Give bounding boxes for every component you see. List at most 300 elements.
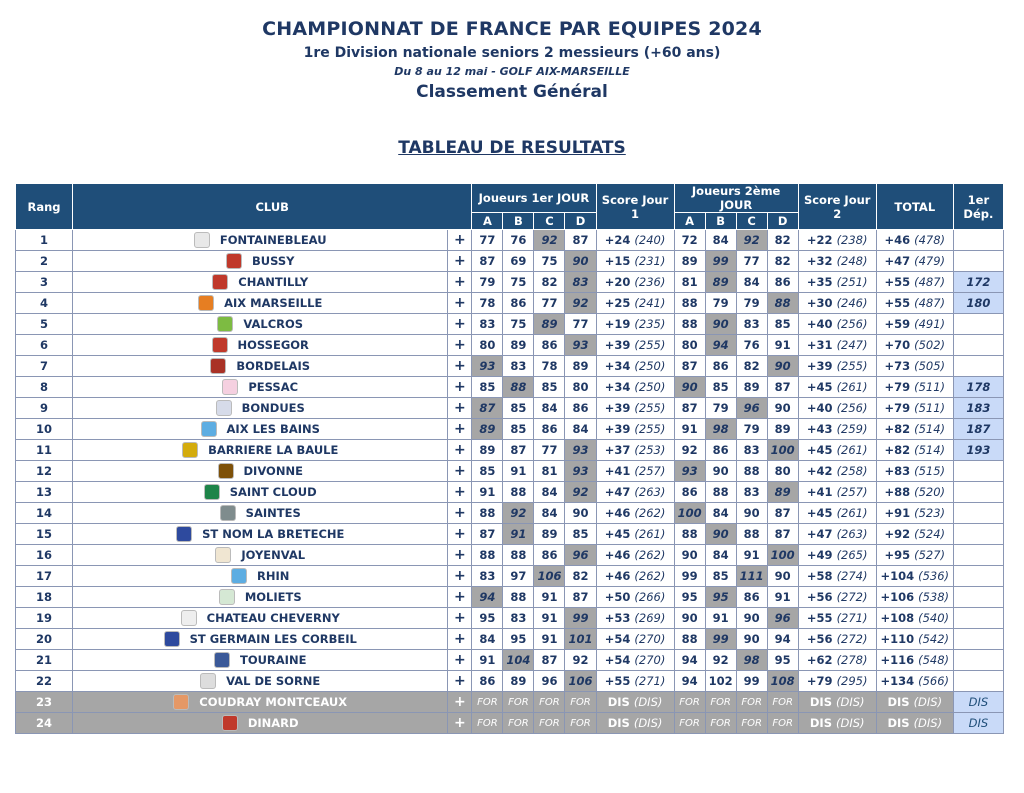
- score-j2-strokes: (272): [836, 632, 868, 646]
- rank-cell: 7: [16, 356, 73, 377]
- club-cell: [73, 587, 448, 608]
- rank-cell: 19: [16, 608, 73, 629]
- club-cell: [73, 419, 448, 440]
- club-cell: [73, 356, 448, 377]
- j2-player-score: 88: [674, 293, 705, 314]
- results-table: [15, 183, 1004, 734]
- j2-player-score: 92: [674, 440, 705, 461]
- score-j1-strokes: (261): [634, 527, 666, 541]
- total-score: +47 (479): [876, 251, 953, 272]
- score-j2: +31 (247): [798, 335, 876, 356]
- score-j2-strokes: (DIS): [836, 716, 865, 730]
- j2-player-score: 88: [705, 482, 736, 503]
- total-score-strokes: (536): [918, 569, 950, 583]
- score-j2-strokes: (278): [836, 653, 868, 667]
- rank-cell: 2: [16, 251, 73, 272]
- j1-player-score: 87: [565, 230, 596, 251]
- j1-player-score: 83: [472, 566, 503, 587]
- expand-button[interactable]: +: [448, 650, 472, 671]
- j1-player-score: 78: [534, 356, 565, 377]
- j2-player-score: 90: [736, 629, 767, 650]
- table-row: [16, 440, 1004, 461]
- expand-button[interactable]: +: [448, 503, 472, 524]
- expand-button[interactable]: +: [448, 314, 472, 335]
- total-score-strokes: (479): [914, 254, 946, 268]
- expand-button[interactable]: +: [448, 398, 472, 419]
- j2-player-score: 90: [674, 608, 705, 629]
- j1-player-score: FOR: [472, 692, 503, 713]
- j1-player-score: 87: [472, 251, 503, 272]
- j1-player-score: 87: [565, 587, 596, 608]
- score-j2: +49 (265): [798, 545, 876, 566]
- j1-player-score: 85: [472, 461, 503, 482]
- j1-player-score: 87: [472, 398, 503, 419]
- score-j1-strokes: (241): [634, 296, 666, 310]
- score-j1-strokes: (253): [634, 443, 666, 457]
- j2-player-score: 98: [705, 419, 736, 440]
- score-j1: DIS (DIS): [596, 692, 674, 713]
- first-dep-cell: 183: [953, 398, 1003, 419]
- j2-player-score: 90: [736, 608, 767, 629]
- expand-button[interactable]: +: [448, 356, 472, 377]
- rank-cell: 13: [16, 482, 73, 503]
- classement-heading: Classement Général: [416, 82, 608, 102]
- club-cell: [73, 566, 448, 587]
- j2-player-score: FOR: [674, 692, 705, 713]
- j1-player-score: 85: [534, 377, 565, 398]
- club-logo-icon: [182, 442, 198, 458]
- score-j2: +55 (271): [798, 608, 876, 629]
- club-name: FONTAINEBLEAU: [219, 233, 327, 247]
- j1-player-score: 86: [534, 419, 565, 440]
- expand-button[interactable]: +: [448, 272, 472, 293]
- club-name: HOSSEGOR: [237, 338, 309, 352]
- total-score: +92 (524): [876, 524, 953, 545]
- table-row: [16, 671, 1004, 692]
- score-j1: +53 (269): [596, 608, 674, 629]
- club-cell: [73, 650, 448, 671]
- total-score: +83 (515): [876, 461, 953, 482]
- rank-cell: 17: [16, 566, 73, 587]
- j2-player-score: 102: [705, 671, 736, 692]
- rank-cell: 18: [16, 587, 73, 608]
- rank-cell: 3: [16, 272, 73, 293]
- score-j2: +45 (261): [798, 377, 876, 398]
- j1-player-score: 87: [472, 524, 503, 545]
- club-cell: [73, 335, 448, 356]
- club-logo-icon: [204, 484, 220, 500]
- col-total: TOTAL: [876, 184, 953, 230]
- first-dep-cell: DIS: [953, 692, 1003, 713]
- j2-player-score: 85: [705, 566, 736, 587]
- total-score: +59 (491): [876, 314, 953, 335]
- j1-player-score: 89: [472, 440, 503, 461]
- club-logo-icon: [231, 568, 247, 584]
- table-row: [16, 566, 1004, 587]
- j1-player-score: 88: [503, 482, 534, 503]
- expand-button[interactable]: +: [448, 587, 472, 608]
- table-row: [16, 608, 1004, 629]
- expand-button[interactable]: +: [448, 566, 472, 587]
- table-row: [16, 629, 1004, 650]
- page-subtitle: 1re Division nationale seniors 2 messieurs (+60 ans): [303, 45, 721, 61]
- score-j1: +41 (257): [596, 461, 674, 482]
- total-score: +110 (542): [876, 629, 953, 650]
- score-j1: +39 (255): [596, 398, 674, 419]
- score-j2-strokes: (DIS): [836, 695, 865, 709]
- total-score-strokes: (511): [914, 380, 946, 394]
- col-j1-d: D: [565, 213, 596, 230]
- total-score: +106 (538): [876, 587, 953, 608]
- club-name: ST NOM LA BRETECHE: [202, 527, 345, 541]
- j1-player-score: 83: [503, 356, 534, 377]
- club-cell: [73, 377, 448, 398]
- expand-button[interactable]: +: [448, 293, 472, 314]
- club-cell: [73, 692, 448, 713]
- j1-player-score: 75: [503, 314, 534, 335]
- j1-player-score: 91: [534, 629, 565, 650]
- club-logo-icon: [200, 673, 216, 689]
- col-score-j1: Score Jour 1: [596, 184, 674, 230]
- col-dep: 1er Dép.: [953, 184, 1003, 230]
- score-j2-strokes: (261): [836, 443, 868, 457]
- club-logo-icon: [216, 400, 232, 416]
- j1-player-score: 92: [534, 230, 565, 251]
- club-logo-icon: [201, 421, 217, 437]
- j1-player-score: 81: [534, 461, 565, 482]
- table-row: [16, 650, 1004, 671]
- expand-button[interactable]: +: [448, 251, 472, 272]
- j2-player-score: 90: [705, 524, 736, 545]
- club-name: MOLIETS: [244, 590, 302, 604]
- j1-player-score: 91: [534, 587, 565, 608]
- j1-player-score: 86: [503, 293, 534, 314]
- j1-player-score: 85: [503, 419, 534, 440]
- score-j1-strokes: (262): [634, 506, 666, 520]
- col-j2-b: B: [705, 213, 736, 230]
- j2-player-score: 108: [767, 671, 798, 692]
- score-j2: +41 (257): [798, 482, 876, 503]
- expand-button[interactable]: +: [448, 629, 472, 650]
- total-score-strokes: (DIS): [913, 695, 943, 709]
- first-dep-cell: [953, 335, 1003, 356]
- j1-player-score: FOR: [503, 713, 534, 734]
- score-j2-strokes: (238): [836, 233, 868, 247]
- j1-player-score: 88: [503, 587, 534, 608]
- table-row: [16, 482, 1004, 503]
- j1-player-score: 85: [565, 524, 596, 545]
- club-name: SAINTES: [245, 506, 301, 520]
- score-j1-strokes: (255): [634, 401, 666, 415]
- total-score: DIS (DIS): [876, 713, 953, 734]
- rank-cell: 11: [16, 440, 73, 461]
- club-cell: [73, 398, 448, 419]
- total-score: +79 (511): [876, 377, 953, 398]
- j2-player-score: 95: [674, 587, 705, 608]
- j1-player-score: 86: [472, 671, 503, 692]
- j1-player-score: 86: [565, 398, 596, 419]
- j2-player-score: FOR: [736, 713, 767, 734]
- table-row: [16, 293, 1004, 314]
- total-score: +95 (527): [876, 545, 953, 566]
- j1-player-score: 91: [472, 482, 503, 503]
- rank-cell: 20: [16, 629, 73, 650]
- total-score: DIS (DIS): [876, 692, 953, 713]
- score-j1: +55 (271): [596, 671, 674, 692]
- club-name: SAINT CLOUD: [229, 485, 317, 499]
- j1-player-score: 84: [534, 503, 565, 524]
- club-logo-icon: [220, 505, 236, 521]
- first-dep-cell: [953, 251, 1003, 272]
- table-row: [16, 398, 1004, 419]
- score-j1: +19 (235): [596, 314, 674, 335]
- total-score: +82 (514): [876, 419, 953, 440]
- club-logo-icon: [212, 337, 228, 353]
- score-j2: +32 (248): [798, 251, 876, 272]
- j1-player-score: 87: [503, 440, 534, 461]
- j2-player-score: FOR: [705, 713, 736, 734]
- j2-player-score: FOR: [705, 692, 736, 713]
- expand-button[interactable]: +: [448, 419, 472, 440]
- club-logo-icon: [214, 652, 230, 668]
- table-row: [16, 356, 1004, 377]
- total-score: +134 (566): [876, 671, 953, 692]
- table-row: [16, 377, 1004, 398]
- col-j2-a: A: [674, 213, 705, 230]
- expand-button[interactable]: +: [448, 230, 472, 251]
- j1-player-score: 85: [472, 377, 503, 398]
- score-j1: +24 (240): [596, 230, 674, 251]
- club-logo-icon: [198, 295, 214, 311]
- j1-player-score: 84: [534, 398, 565, 419]
- j1-player-score: 92: [565, 650, 596, 671]
- first-dep-cell: [953, 356, 1003, 377]
- club-cell: [73, 461, 448, 482]
- club-logo-icon: [226, 253, 242, 269]
- j2-player-score: 86: [705, 356, 736, 377]
- expand-button[interactable]: +: [448, 482, 472, 503]
- j2-player-score: 89: [705, 272, 736, 293]
- score-j1: +54 (270): [596, 650, 674, 671]
- j2-player-score: 88: [736, 524, 767, 545]
- total-score-strokes: (527): [914, 548, 946, 562]
- j1-player-score: 78: [472, 293, 503, 314]
- score-j1: +15 (231): [596, 251, 674, 272]
- score-j2: +45 (261): [798, 440, 876, 461]
- score-j1-strokes: (257): [634, 464, 666, 478]
- expand-button[interactable]: +: [448, 545, 472, 566]
- j1-player-score: FOR: [565, 713, 596, 734]
- table-row-disqualified: [16, 713, 1004, 734]
- j2-player-score: 86: [674, 482, 705, 503]
- club-name: AIX LES BAINS: [226, 422, 320, 436]
- j1-player-score: 84: [534, 482, 565, 503]
- rank-cell: 24: [16, 713, 73, 734]
- j1-player-score: 89: [534, 314, 565, 335]
- j2-player-score: 99: [674, 566, 705, 587]
- score-j1-strokes: (269): [634, 611, 666, 625]
- col-rang: Rang: [16, 184, 73, 230]
- j2-player-score: 94: [705, 335, 736, 356]
- club-name: DIVONNE: [243, 464, 303, 478]
- score-j2: +58 (274): [798, 566, 876, 587]
- j1-player-score: 87: [534, 650, 565, 671]
- score-j2: +45 (261): [798, 503, 876, 524]
- table-row: [16, 314, 1004, 335]
- score-j2: +62 (278): [798, 650, 876, 671]
- j2-player-score: 99: [705, 629, 736, 650]
- rank-cell: 6: [16, 335, 73, 356]
- first-dep-cell: 178: [953, 377, 1003, 398]
- expand-button[interactable]: +: [448, 440, 472, 461]
- score-j2: DIS (DIS): [798, 713, 876, 734]
- total-score-strokes: (505): [914, 359, 946, 373]
- score-j1-strokes: (263): [634, 485, 666, 499]
- club-cell: [73, 629, 448, 650]
- j2-player-score: 90: [767, 398, 798, 419]
- first-dep-cell: [953, 230, 1003, 251]
- score-j2-strokes: (246): [836, 296, 868, 310]
- score-j1: +46 (262): [596, 566, 674, 587]
- expand-button[interactable]: +: [448, 692, 472, 713]
- rank-cell: 12: [16, 461, 73, 482]
- j1-player-score: FOR: [503, 692, 534, 713]
- j2-player-score: 93: [674, 461, 705, 482]
- j1-player-score: 93: [565, 335, 596, 356]
- expand-button[interactable]: +: [448, 671, 472, 692]
- score-j1: +39 (255): [596, 419, 674, 440]
- col-j1-a: A: [472, 213, 503, 230]
- j2-player-score: 86: [705, 440, 736, 461]
- col-j1-c: C: [534, 213, 565, 230]
- j2-player-score: 89: [767, 419, 798, 440]
- score-j1-strokes: (231): [634, 254, 666, 268]
- first-dep-cell: 193: [953, 440, 1003, 461]
- j1-player-score: 88: [472, 503, 503, 524]
- club-cell: [73, 314, 448, 335]
- rank-cell: 22: [16, 671, 73, 692]
- total-score: +88 (520): [876, 482, 953, 503]
- total-score-strokes: (478): [914, 233, 946, 247]
- j1-player-score: 91: [534, 608, 565, 629]
- total-score-strokes: (DIS): [913, 716, 943, 730]
- expand-button[interactable]: +: [448, 608, 472, 629]
- j2-player-score: 79: [705, 293, 736, 314]
- total-score-strokes: (524): [914, 527, 946, 541]
- j2-player-score: 72: [674, 230, 705, 251]
- first-dep-cell: [953, 629, 1003, 650]
- j1-player-score: 83: [472, 314, 503, 335]
- j2-player-score: FOR: [767, 713, 798, 734]
- j1-player-score: 89: [565, 356, 596, 377]
- j2-player-score: 84: [736, 272, 767, 293]
- table-row-disqualified: [16, 692, 1004, 713]
- j1-player-score: 80: [472, 335, 503, 356]
- j2-player-score: 76: [736, 335, 767, 356]
- j1-player-score: 84: [472, 629, 503, 650]
- score-j2-strokes: (247): [836, 338, 868, 352]
- j1-player-score: FOR: [534, 713, 565, 734]
- club-name: PESSAC: [248, 380, 299, 394]
- club-cell: [73, 251, 448, 272]
- table-row: [16, 461, 1004, 482]
- club-name: BORDELAIS: [236, 359, 311, 373]
- table-row: [16, 587, 1004, 608]
- j2-player-score: 91: [767, 335, 798, 356]
- rank-cell: 21: [16, 650, 73, 671]
- score-j2: +35 (251): [798, 272, 876, 293]
- j2-player-score: 89: [736, 377, 767, 398]
- j2-player-score: 88: [736, 461, 767, 482]
- rank-cell: 16: [16, 545, 73, 566]
- club-logo-icon: [164, 631, 180, 647]
- j2-player-score: 99: [705, 251, 736, 272]
- rank-cell: 14: [16, 503, 73, 524]
- club-logo-icon: [176, 526, 192, 542]
- score-j1: +37 (253): [596, 440, 674, 461]
- j2-player-score: 87: [674, 356, 705, 377]
- j1-player-score: 91: [503, 524, 534, 545]
- expand-button[interactable]: +: [448, 713, 472, 734]
- j1-player-score: 77: [472, 230, 503, 251]
- score-j1: +47 (263): [596, 482, 674, 503]
- score-j1: +46 (262): [596, 503, 674, 524]
- j2-player-score: 82: [736, 356, 767, 377]
- club-logo-icon: [222, 715, 238, 731]
- j1-player-score: 88: [472, 545, 503, 566]
- expand-button[interactable]: +: [448, 524, 472, 545]
- score-j2: +42 (258): [798, 461, 876, 482]
- score-j2-strokes: (248): [836, 254, 868, 268]
- first-dep-cell: 172: [953, 272, 1003, 293]
- score-j1: +34 (250): [596, 356, 674, 377]
- j2-player-score: 90: [674, 377, 705, 398]
- j2-player-score: 79: [705, 398, 736, 419]
- expand-button[interactable]: +: [448, 335, 472, 356]
- score-j1-strokes: (236): [634, 275, 666, 289]
- j1-player-score: 89: [472, 419, 503, 440]
- j2-player-score: 92: [705, 650, 736, 671]
- club-cell: [73, 545, 448, 566]
- j2-player-score: 86: [767, 272, 798, 293]
- j1-player-score: 90: [565, 503, 596, 524]
- j2-player-score: 81: [674, 272, 705, 293]
- j2-player-score: 100: [674, 503, 705, 524]
- j1-player-score: 91: [503, 461, 534, 482]
- j2-player-score: 84: [705, 503, 736, 524]
- club-name: DINARD: [247, 716, 299, 730]
- score-j1-strokes: (262): [634, 569, 666, 583]
- club-name: TOURAINE: [239, 653, 307, 667]
- j1-player-score: 83: [503, 608, 534, 629]
- club-cell: [73, 671, 448, 692]
- total-score-strokes: (514): [914, 422, 946, 436]
- score-j2-strokes: (258): [836, 464, 868, 478]
- col-j1-b: B: [503, 213, 534, 230]
- expand-button[interactable]: +: [448, 461, 472, 482]
- score-j1: +50 (266): [596, 587, 674, 608]
- score-j1: +45 (261): [596, 524, 674, 545]
- total-score-strokes: (542): [918, 632, 950, 646]
- j2-player-score: 85: [767, 314, 798, 335]
- total-score-strokes: (540): [918, 611, 950, 625]
- j2-player-score: 87: [767, 524, 798, 545]
- total-score-strokes: (487): [914, 275, 946, 289]
- score-j2-strokes: (261): [836, 506, 868, 520]
- j2-player-score: 90: [705, 314, 736, 335]
- j1-player-score: 84: [565, 419, 596, 440]
- expand-button[interactable]: +: [448, 377, 472, 398]
